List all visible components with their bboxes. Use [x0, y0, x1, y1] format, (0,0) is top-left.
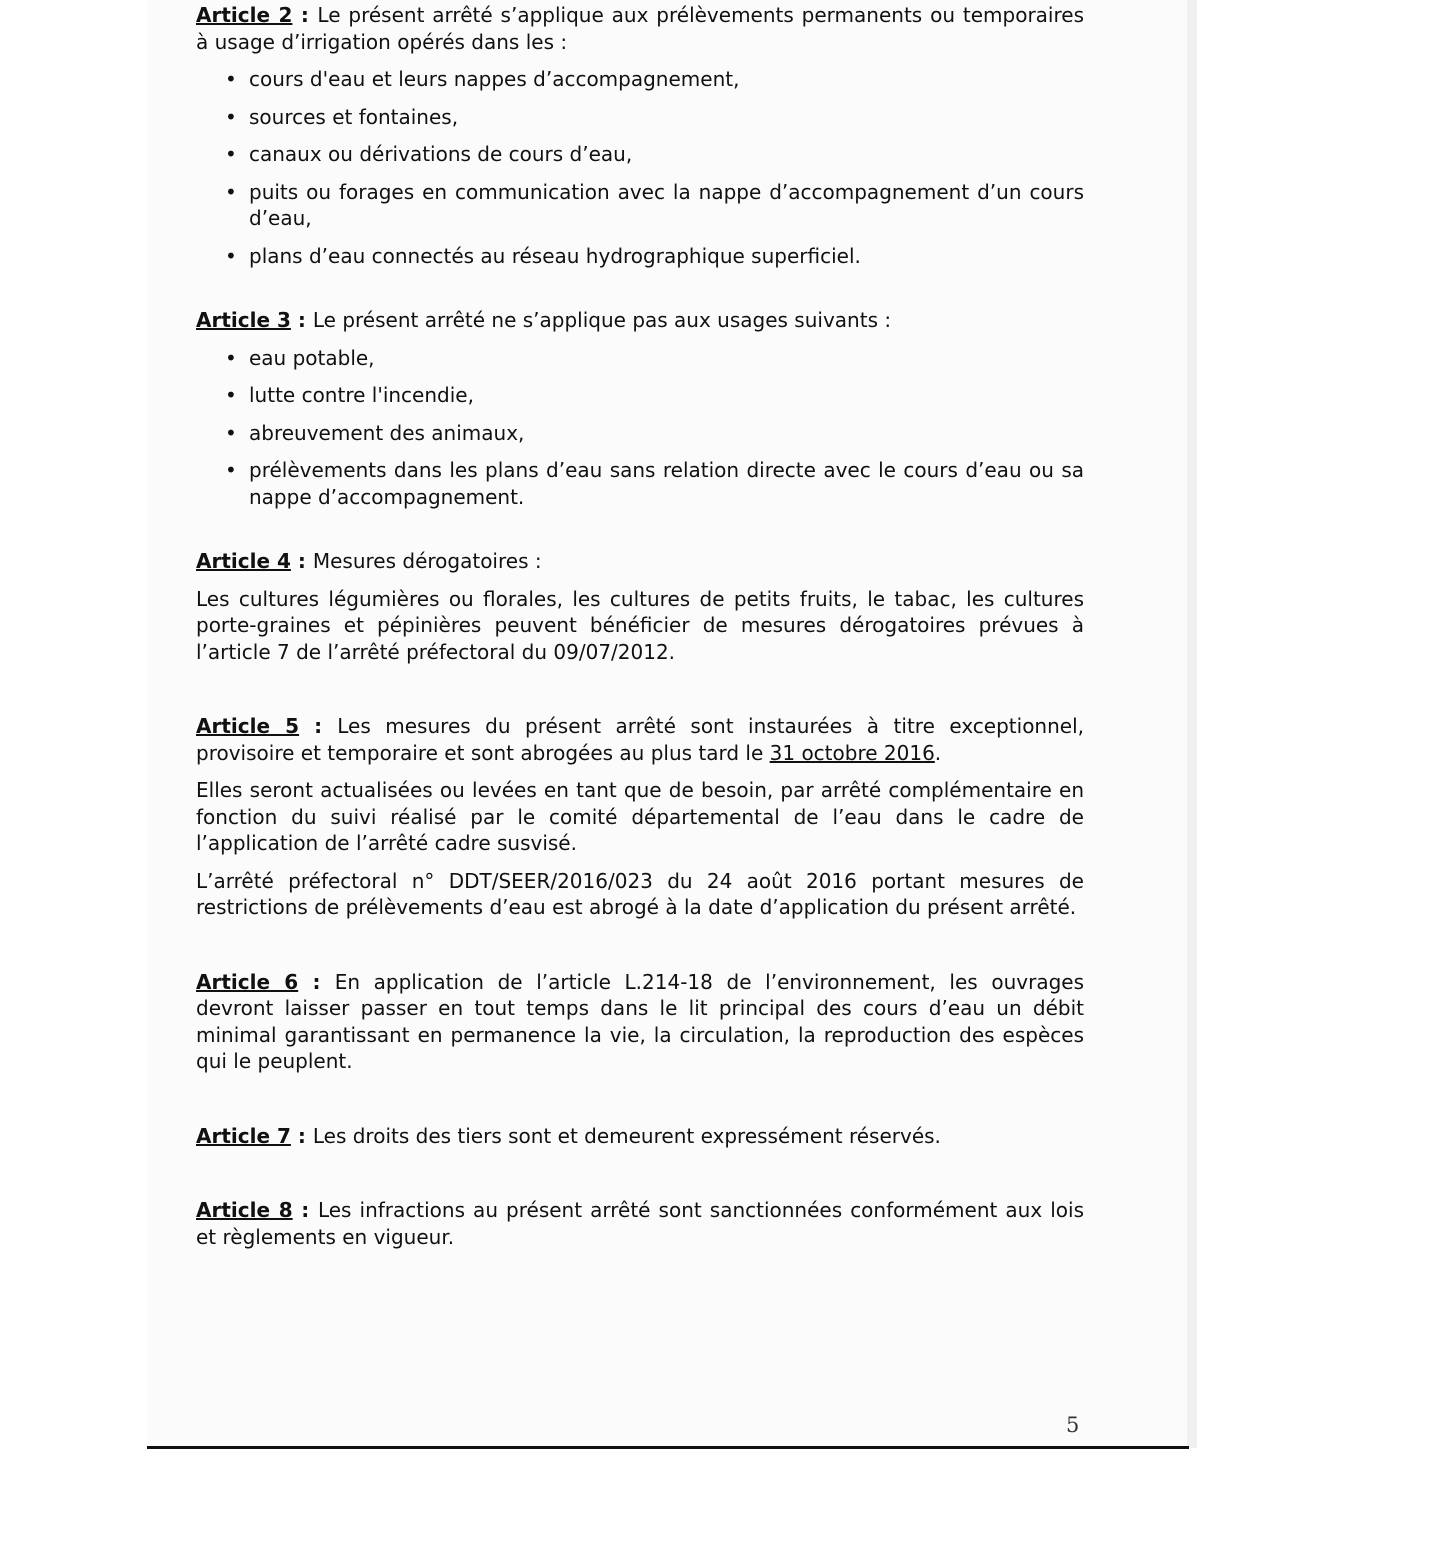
article-5-heading [196, 714, 337, 738]
bullet-icon: • [225, 420, 237, 445]
list-item [196, 382, 1084, 409]
article-2-list [196, 66, 1084, 269]
article-4-heading [196, 549, 313, 573]
list-item [196, 66, 1084, 93]
article-7-intro-text: Les droits des tiers sont et demeurent expressément réservés. [312, 1123, 941, 1148]
article-6 [196, 969, 1084, 1075]
article-4-body: Les cultures légumières ou florales, les cultures de petits fruits, le tabac, les cultures porte-graines et pépinières peuvent bénéficier de mesures dérogatoires prévues à l’article 7 de l’arrêté préfectoral du 09/07/2012. [196, 586, 1084, 664]
bullet-icon: • [225, 458, 237, 482]
list-item-text: cours d'eau et leurs nappes d’accompagnement, [249, 67, 740, 91]
bullet-icon: • [225, 104, 237, 129]
article-6-heading [196, 970, 335, 994]
bullet-icon: • [225, 142, 237, 166]
list-item-text: prélèvements dans les plans d’eau sans relation directe avec le cours d’eau ou sa nappe d’accompagnement. [249, 458, 1084, 509]
article-2-intro [196, 2, 1084, 55]
article-5-body-2: L’arrêté préfectoral n° DDT/SEER/2016/023 du 24 août 2016 portant mesures de restrictions de prélèvements d’eau est abrogé à la date d’application du présent arrêté. [196, 868, 1084, 919]
list-item [196, 179, 1084, 232]
article-4-separator: : [290, 549, 313, 573]
article-2 [196, 2, 1084, 269]
list-item-text: lutte contre l'incendie, [249, 383, 474, 407]
article-8-label: Article 8 [196, 1198, 293, 1222]
article-5-separator: : [299, 714, 338, 738]
bullet-icon: • [225, 67, 237, 91]
bullet-icon: • [225, 243, 237, 268]
article-5-intro [196, 713, 1084, 766]
list-item-text: puits ou forages en communication avec la nappe d’accompagnement d’un cours d’eau, [249, 179, 1084, 230]
article-5-label: Article 5 [196, 714, 300, 738]
article-5-body-1: Elles seront actualisées ou levées en tant que de besoin, par arrêté complémentaire en fonction du suivi réalisé par le comité départemental de l’eau dans le cadre de l’application de l’arrêté cadre susvisé. [196, 778, 1084, 855]
article-6-intro-text: En application de l’article L.214-18 de l’environnement, les ouvrages devront laisser passer en tout temps dans le lit principal des cours d’eau un débit minimal garantissant en permanence la vie, la circulation, la reproduction des espèces qui le peuplent. [196, 969, 1084, 1073]
article-7-intro [196, 1123, 1084, 1150]
list-item [196, 345, 1084, 372]
list-item-text: sources et fontaines, [249, 104, 459, 129]
article-2-heading [196, 3, 317, 27]
article-5 [196, 713, 1084, 921]
article-3-heading [196, 308, 313, 332]
article-7 [196, 1123, 1084, 1150]
list-item [196, 141, 1084, 168]
article-2-intro-text: Le présent arrêté s’applique aux prélèvements permanents ou temporaires à usage d’irrigation opérés dans les : [196, 3, 1084, 54]
article-4-label: Article 4 [196, 549, 291, 573]
footer-rule [147, 1446, 1189, 1449]
article-8-separator: : [292, 1198, 318, 1222]
article-3 [196, 307, 1084, 510]
list-item [196, 243, 1084, 270]
article-7-label: Article 7 [196, 1123, 291, 1148]
list-item-text: plans d’eau connectés au réseau hydrographique superficiel. [249, 243, 861, 268]
article-8-intro [196, 1197, 1084, 1250]
article-5-deadline-date: 31 octobre 2016 [769, 740, 935, 765]
article-4-intro [196, 548, 1084, 575]
page-number: 5 [1066, 1413, 1080, 1437]
article-6-label: Article 6 [196, 969, 299, 994]
article-8-intro-text: Les infractions au présent arrêté sont sanctionnées conformément aux lois et règlements en vigueur. [196, 1198, 1084, 1249]
article-4 [196, 548, 1084, 665]
article-7-separator: : [290, 1123, 313, 1148]
article-3-label: Article 3 [196, 308, 291, 332]
article-2-separator: : [292, 3, 318, 27]
article-3-intro [196, 307, 1084, 334]
document-body [196, 2, 1084, 1250]
article-5-intro-text: Les mesures du présent arrêté sont instaurées à titre exceptionnel, provisoire et temporaire et sont abrogées au plus tard le [196, 714, 1084, 765]
list-item-text: abreuvement des animaux, [249, 420, 525, 445]
article-2-label: Article 2 [196, 3, 293, 27]
list-item-text: eau potable, [249, 345, 375, 370]
article-8 [196, 1197, 1084, 1250]
article-3-list [196, 345, 1084, 511]
article-6-intro [196, 969, 1084, 1075]
article-7-heading [196, 1124, 313, 1148]
list-item [196, 457, 1084, 510]
bullet-icon: • [225, 345, 237, 370]
list-item [196, 420, 1084, 447]
article-5-intro-end: . [934, 740, 942, 765]
bullet-icon: • [225, 179, 237, 204]
article-6-separator: : [298, 969, 335, 994]
list-item [196, 104, 1084, 131]
list-item-text: canaux ou dérivations de cours d’eau, [249, 142, 633, 166]
article-3-separator: : [290, 308, 313, 332]
page-edge-shadow [1187, 0, 1197, 1448]
article-4-intro-text: Mesures dérogatoires : [312, 549, 542, 573]
article-3-intro-text: Le présent arrêté ne s’applique pas aux usages suivants : [312, 308, 892, 332]
bullet-icon: • [225, 383, 237, 407]
article-8-heading [196, 1198, 318, 1222]
